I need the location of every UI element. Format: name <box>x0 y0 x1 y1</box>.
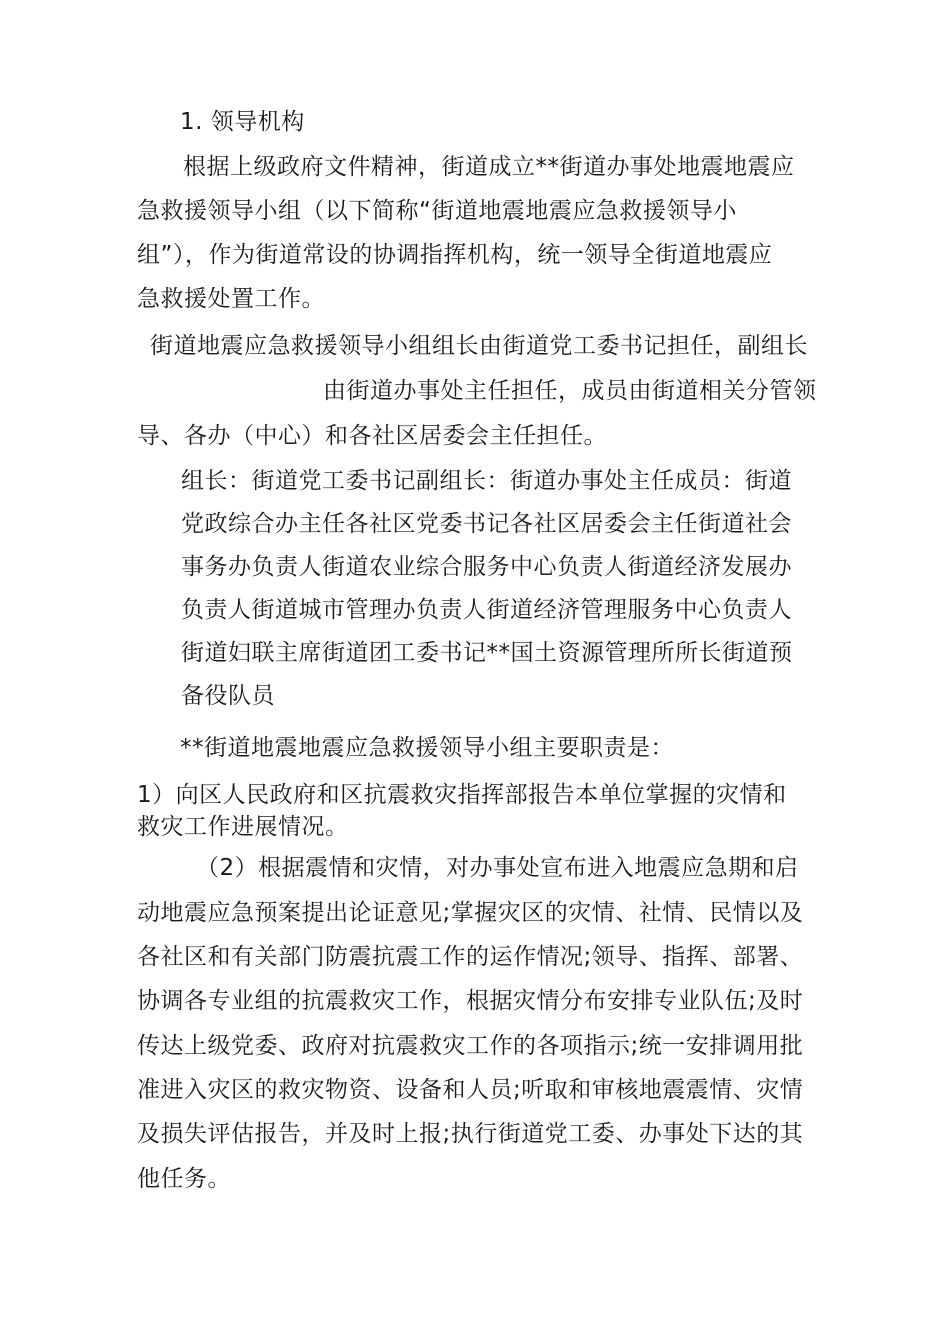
member-list-line: 事务办负责人街道农业综合服务中心负责人街道经济发展办 <box>181 554 792 580</box>
paragraph-line: 根据上级政府文件精神，街道成立**街道办事处地震地震应 <box>183 154 795 180</box>
paragraph-line: 导、各办（中心）和各社区居委会主任担任。 <box>137 423 607 449</box>
duty-item-line: 准进入灾区的救灾物资、设备和人员;听取和审核地震震情、灾情 <box>137 1077 804 1103</box>
member-list-line: 负责人街道城市管理办负责人街道经济管理服务中心负责人 <box>181 597 792 623</box>
duty-item-line: 1）向区人民政府和区抗震救灾指挥部报告本单位掌握的灾情和 <box>137 782 787 808</box>
section-heading: 1. 领导机构 <box>180 109 305 135</box>
member-list-line: 组长：街道党工委书记副组长：街道办事处主任成员：街道 <box>181 468 792 494</box>
duty-item-line: 及损失评估报告，并及时上报;执行街道党工委、办事处下达的其 <box>137 1121 804 1147</box>
duty-item-line: 传达上级党委、政府对抗震救灾工作的各项指示;统一安排调用批 <box>137 1033 804 1059</box>
member-list-line: 备役队员 <box>181 683 275 709</box>
duty-item-line: （2）根据震情和灾情，对办事处宣布进入地震应急期和启 <box>196 855 799 881</box>
paragraph-line: 街道地震应急救援领导小组组长由街道党工委书记担任，副组长 <box>150 333 808 359</box>
paragraph-line: 由街道办事处主任担任，成员由街道相关分管领 <box>323 378 817 404</box>
duty-item-line: 他任务。 <box>137 1166 231 1192</box>
duties-intro: **街道地震地震应急救援领导小组主要职责是： <box>180 735 674 761</box>
paragraph-line: 急救援领导小组（以下简称“街道地震地震应急救援领导小 <box>137 198 737 224</box>
duty-item-line: 协调各专业组的抗震救灾工作，根据灾情分布安排专业队伍;及时 <box>137 988 804 1014</box>
duty-item-line: 动地震应急预案提出论证意见;掌握灾区的灾情、社情、民情以及 <box>137 900 804 926</box>
duty-item-line: 各社区和有关部门防震抗震工作的运作情况;领导、指挥、部署、 <box>137 944 804 970</box>
member-list-line: 街道妇联主席街道团工委书记**国土资源管理所所长街道预 <box>181 640 793 666</box>
member-list-line: 党政综合办主任各社区党委书记各社区居委会主任街道社会 <box>181 511 792 537</box>
paragraph-line: 急救援处置工作。 <box>137 286 325 312</box>
duty-item-line: 救灾工作进展情况。 <box>137 814 349 840</box>
paragraph-line: 组”），作为街道常设的协调指挥机构，统一领导全街道地震应 <box>137 242 773 268</box>
